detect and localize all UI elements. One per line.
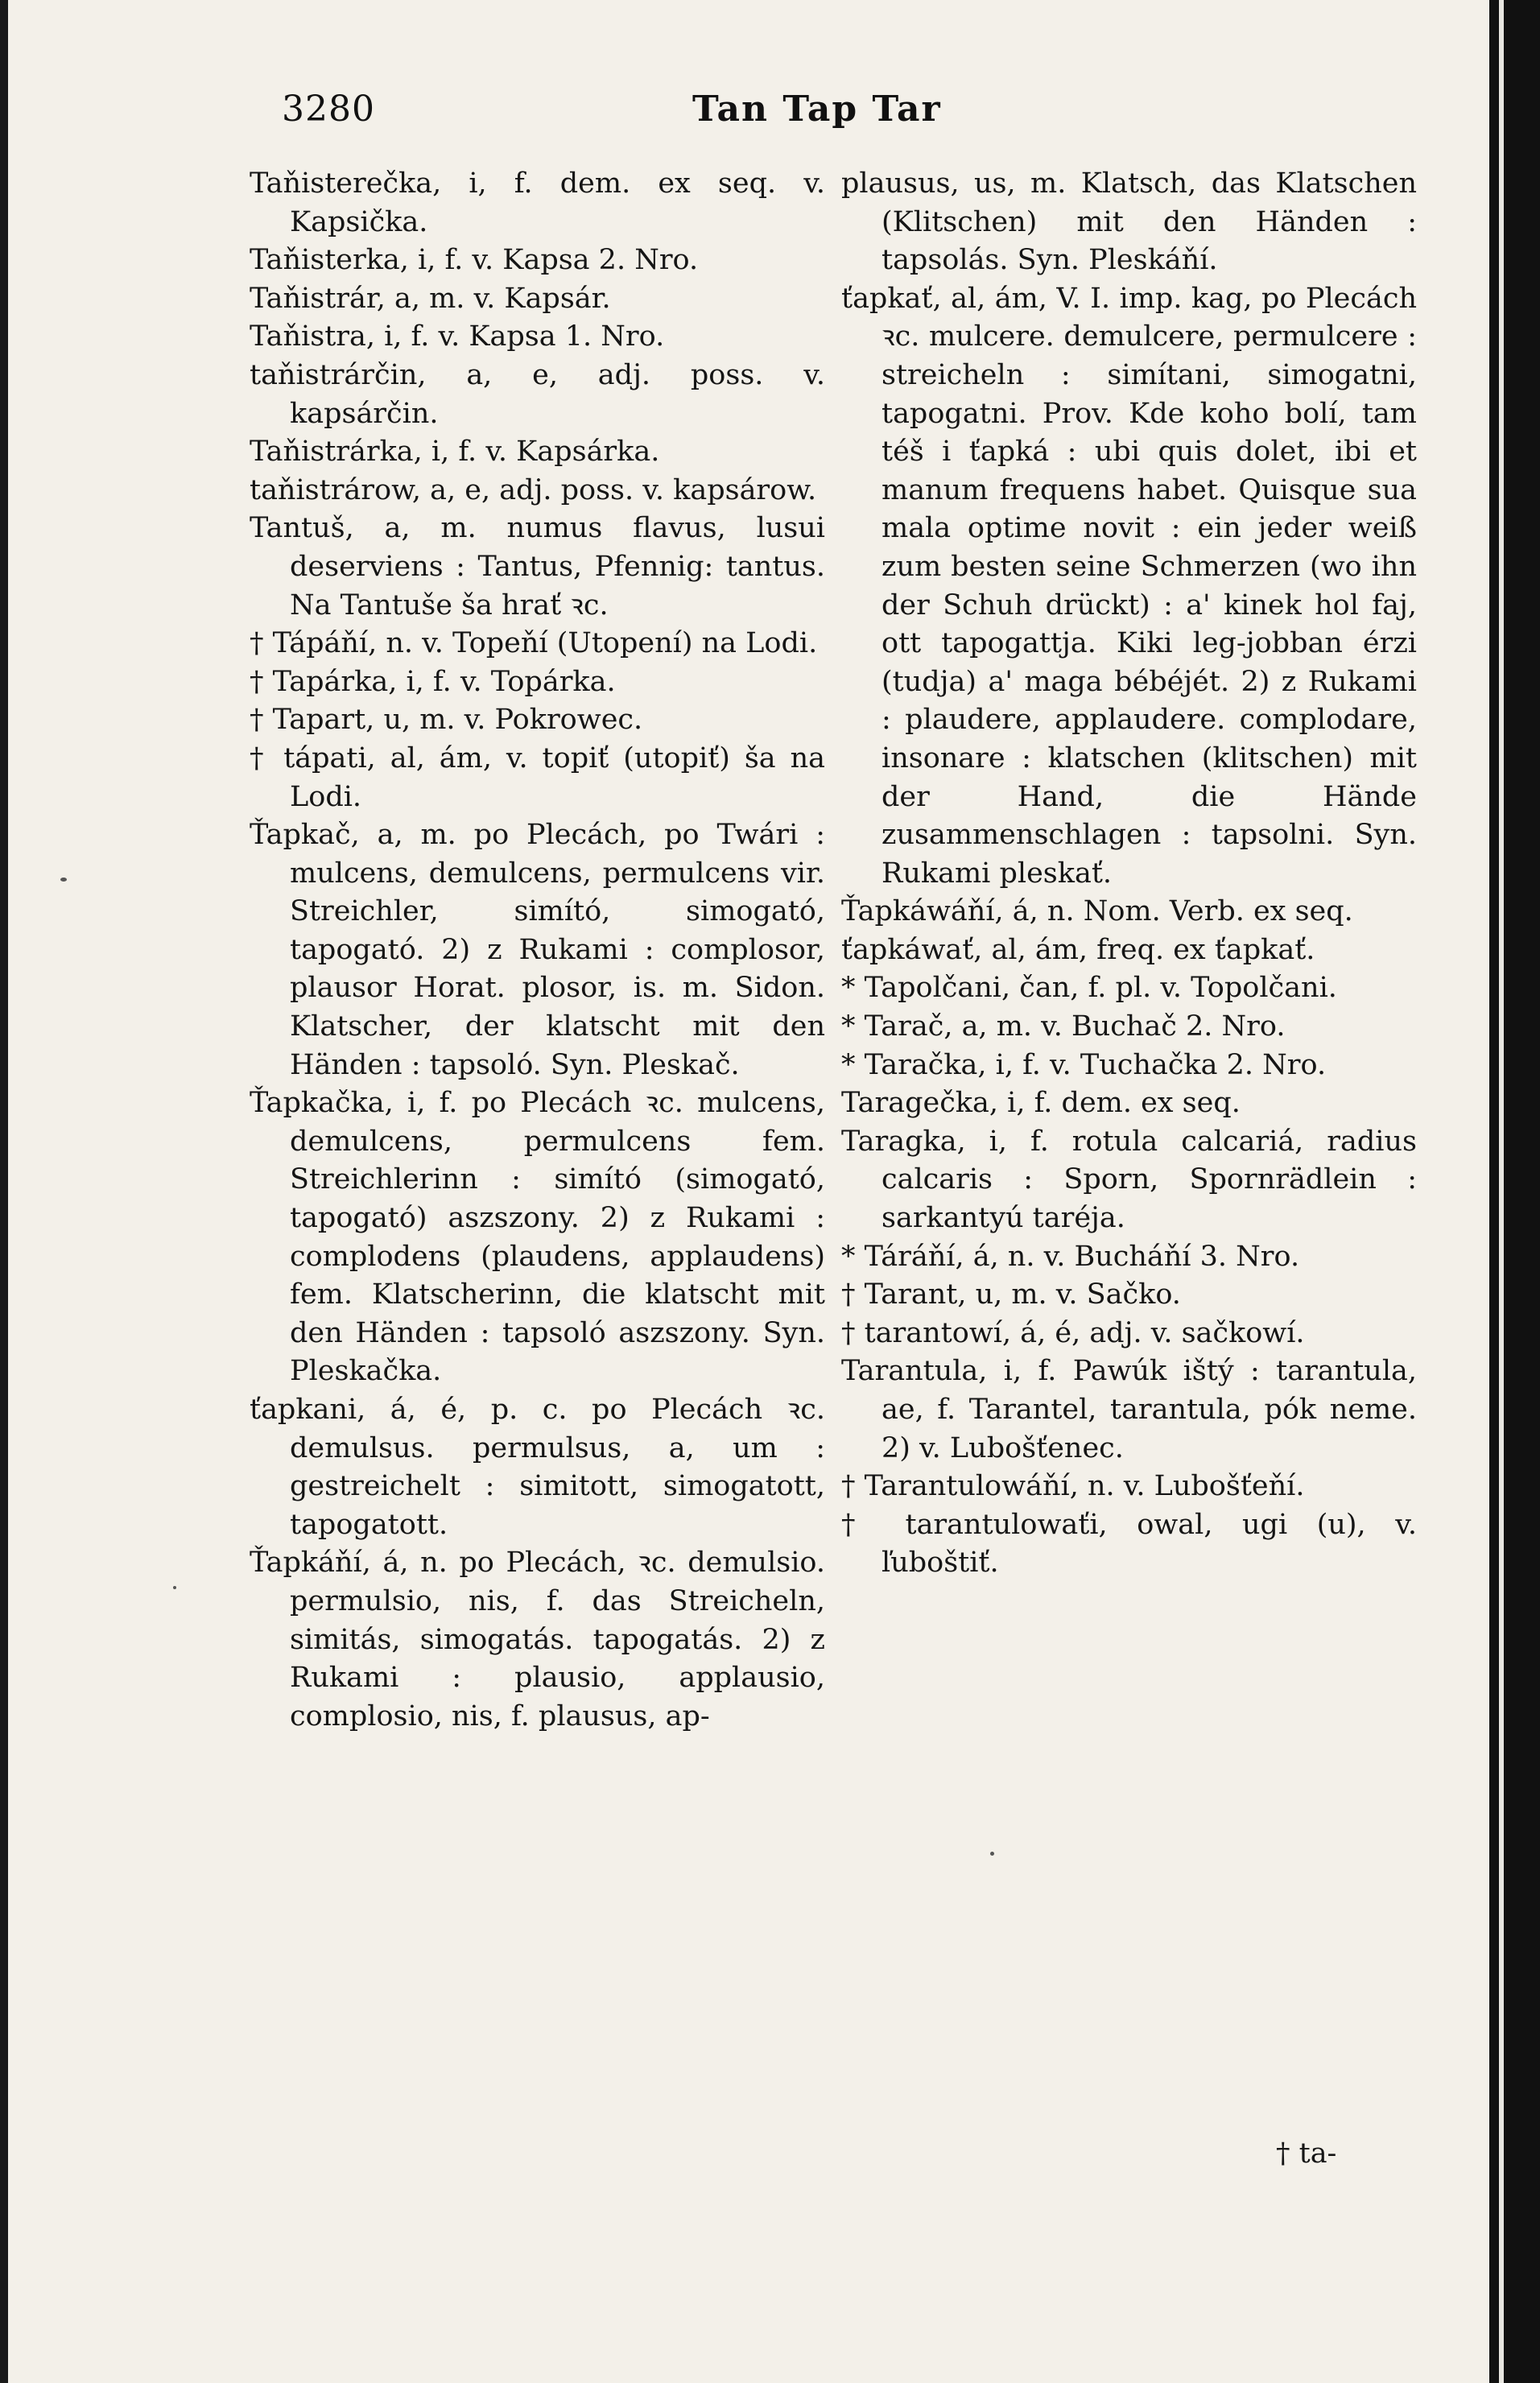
entry: Ťapkáňí, á, n. po Plecách, ꝛc. demulsio. permulsio, nis, f. das Streicheln, simitás, simogatás. tapogatás. 2) z Rukami : plausio, applausio, complosio, nis, f. plausus, ap- xyxy=(250,1547,825,1733)
entry: taňistrárčin, a, e, adj. poss. v. kapsárčin. xyxy=(250,358,825,430)
entry: Taragečka, i, f. dem. ex seq. xyxy=(841,1087,1241,1120)
entry: ťapkani, á, é, p. c. po Plecách ꝛc. demulsus. permulsus, a, um : gestreichelt : simitott, simogatott, tapogatott. xyxy=(250,1394,825,1541)
paper-speck xyxy=(60,878,67,882)
paper-speck xyxy=(990,1852,994,1856)
paper-speck xyxy=(173,1586,176,1589)
entry: ťapkať, al, ám, V. I. imp. kag, po Plecách ꝛc. mulcere. demulcere, permulcere : streicheln : simítani, simogatni, tapogatni. Prov. Kde koho bolí, tam téš i ťapká : ubi quis dolet, ibi et manum frequens habet. Quisque sua mala optime novit : ein jeder weiß zum besten seine Schmerzen (wo ihn der Schuh drückt) : a' kinek hol faj, ott tapogattja. Kiki leg-jobban érzi (tudja) a' maga bébéjét. 2) z Rukami : plaudere, applaudere. complodare, insonare : klatschen (klitschen) mit der Hand, die Hände zusammenschlagen : tapsolni. Syn. Rukami pleskať. xyxy=(841,282,1417,890)
entry: † Tapart, u, m. v. Pokrowec. xyxy=(250,704,643,737)
entry: † tápati, al, ám, v. topiť (utopiť) ša na Lodi. xyxy=(250,741,825,813)
entry: † Tarantulowáňí, n. v. Lubošťeňí. xyxy=(841,1470,1305,1503)
entry: Tarantula, i, f. Pawúk ištý : tarantula, ae, f. Tarantel, tarantula, pók neme. 2) v. Lubošťenec. xyxy=(841,1355,1417,1464)
catchword: † ta- xyxy=(1276,2137,1337,2170)
entry: Ťapkač, a, m. po Plecách, po Twári : mulcens, demulcens, permulcens vir. Streichler, simító, simogató, tapogató. 2) z Rukami : complosor, plausor Horat. plosor, is. m. Sidon. Klatscher, der klatscht mit den Händen : tapsoló. Syn. Pleskač. xyxy=(250,819,825,1081)
entry: taňistrárow, a, e, adj. poss. v. kapsárow. xyxy=(250,473,817,506)
entry: * Tapolčani, čan, f. pl. v. Topolčani. xyxy=(841,972,1337,1005)
entry: ťapkáwať, al, ám, freq. ex ťapkať. xyxy=(841,933,1315,966)
entry: Ťapkáwáňí, á, n. Nom. Verb. ex seq. xyxy=(841,895,1353,928)
book-page xyxy=(8,0,1489,2383)
entry: Tantuš, a, m. numus flavus, lusui deserviens : Tantus, Pfennig: tantus. Na Tantuše ša hrať ꝛc. xyxy=(250,512,825,622)
entry: † tarantowí, á, é, adj. v. sačkowí. xyxy=(841,1316,1305,1349)
page-number: 3280 xyxy=(282,89,375,130)
entry: † Tapárka, i, f. v. Topárka. xyxy=(250,665,616,698)
entry: Taňisterka, i, f. v. Kapsa 2. Nro. xyxy=(250,244,699,277)
right-column xyxy=(841,165,1417,1583)
entry: * Tarač, a, m. v. Buchač 2. Nro. xyxy=(841,1010,1286,1043)
page-header xyxy=(8,81,1489,137)
entry: plausus, us, m. Klatsch, das Klatschen (Klitschen) mit den Händen : tapsolás. Syn. Pleskáňí. xyxy=(841,167,1417,277)
entry: * Táráňí, á, n. v. Bucháňí 3. Nro. xyxy=(841,1240,1300,1273)
entry: † Tápáňí, n. v. Topeňí (Utopení) na Lodi. xyxy=(250,627,818,660)
left-column xyxy=(250,165,825,1736)
entry: † tarantulowaťi, owal, ugi (u), v. ľuboštiť. xyxy=(841,1508,1417,1580)
entry: Taňisterečka, i, f. dem. ex seq. v. Kapsička. xyxy=(250,167,825,238)
entry: Taňistrárka, i, f. v. Kapsárka. xyxy=(250,436,660,469)
entry: Taňistrár, a, m. v. Kapsár. xyxy=(250,282,611,315)
entry: Taragka, i, f. rotula calcariá, radius calcaris : Sporn, Spornrädlein : sarkantyú taréja. xyxy=(841,1125,1417,1235)
entry: Taňistra, i, f. v. Kapsa 1. Nro. xyxy=(250,320,665,353)
page-edge-line xyxy=(1499,0,1504,2383)
entry: † Tarant, u, m. v. Sačko. xyxy=(841,1278,1181,1311)
entry: Ťapkačka, i, f. po Plecách ꝛc. mulcens, demulcens, permulcens fem. Streichlerinn : simító (simogató, tapogató) aszszony. 2) z Rukami : complodens (plaudens, applaudens) fem. Klatscherinn, die klatscht mit den Händen : tapsoló aszszony. Syn. Pleskačka. xyxy=(250,1087,825,1388)
page-edge xyxy=(1489,0,1540,2383)
entry: * Taračka, i, f. v. Tuchačka 2. Nro. xyxy=(841,1048,1327,1081)
running-head: Tan Tap Tar xyxy=(692,89,942,130)
